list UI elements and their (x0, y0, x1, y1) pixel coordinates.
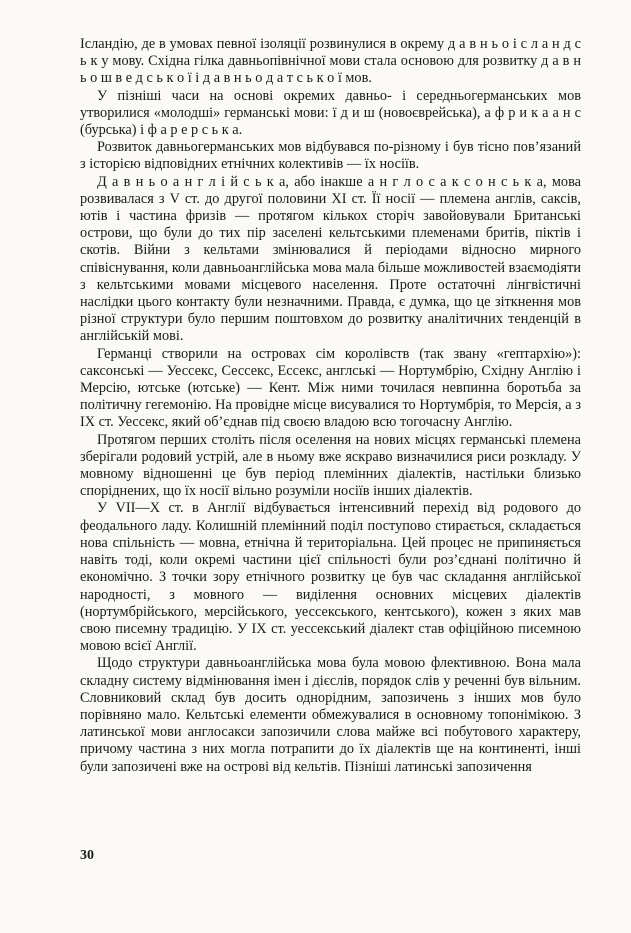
page-number: 30 (80, 848, 94, 863)
paragraph-4: Д а в н ь о а н г л і й с ь к а, або інакше а н г л о с а к с о н с ь к а, мова розвивалася з V ст. до другої половини XI ст. Її носії — племена англів, саксів, ютів і частина фризів — протягом кількох сторіч завойовували Британські острови, що були до тих пір заселені кельтськими племенами бритів, піктів і скотів. Війни з кельтами змінювалися й періодами відносно мирного співіснування, коли давньоанглійська мова мала більше можливостей взаємодіяти з кельтськими мовами місцевого населення. Проте остаточні лінгвістичні наслідки цього контакту були незначними. Правда, є думка, що це зіткнення мов різної структури було першим поштовхом до розвитку аналітичних тенденцій в англійській мові. (80, 173, 581, 345)
paragraph-6: Протягом перших століть після оселення на нових місцях германські племена зберігали родовий устрій, але в ньому вже яскраво визначилися риси розкладу. У мовному відношенні це був період племінних діалектів, настільки близько споріднених, що їх носії вільно розуміли носіїв інших діалектів. (80, 431, 581, 500)
paragraph-7: У VII—X ст. в Англії відбувається інтенсивний перехід від родового до феодального ладу. Колишній племінний поділ поступово стирається, складається нова спільність — мовна, етнічна й територіальна. Цей процес не припиняється навіть тоді, коли окремі частини цієї спільності були роз’єднані політично й економічно. З точки зору етнічного розвитку це був час складання англійської народності, з мовного — виділення основних місцевих діалектів (нортумбрійського, мерсійського, уессекського, кентського), кожен з яких мав свою писемну традицію. У IX ст. уессекський діалект став офіційною писемною мовою всієї Англії. (80, 500, 581, 655)
paragraph-8: Щодо структури давньоанглійська мова була мовою флективною. Вона мала складну систему відмінювання імен і дієслів, порядок слів у реченні був вільним. Словниковий склад був досить однорідним, запозичень з інших мов було порівняно мало. Кельтські елементи обмежувалися в основному топонімікою. З латинської мови англосакси запозичили слова майже всі побутового характеру, причому частина з них могла потрапити до їх діалектів ще на континенті, інші були запозичені вже на острові від кельтів. Пізніші латинські запозичення (80, 655, 581, 775)
paragraph-1: Ісландію, де в умовах певної ізоляції розвинулися в окрему д а в н ь о і с л а н д с ь к у мову. Східна гілка давньопівнічної мови стала основою для розвитку д а в н ь о ш в е д с ь к о ї і д а в н ь о д а т с ь к о ї мов. (80, 36, 581, 87)
body-text (80, 36, 581, 776)
paragraph-5: Германці створили на островах сім королівств (так звану «гептархію»): саксонські — Уессекс, Сессекс, Ессекс, англські — Нортумбрію, Східну Англію і Мерсію, ютське (ютське) — Кент. Між ними точилася невпинна боротьба за політичну гегемонію. На провідне місце висувалися то Нортумбрія, то Мерсія, а з IX ст. Уессекс, який об’єднав під своєю владою всю тогочасну Англію. (80, 345, 581, 431)
paragraph-2: У пізніші часи на основі окремих давньо- і середньогерманських мов утворилися «молодші» германські мови: ї д и ш (новоєврейська), а ф р и к а а н с (бурська) і ф а р е р с ь к а. (80, 87, 581, 139)
paragraph-3: Розвиток давньогерманських мов відбувався по-різному і був тісно пов’язаний з історією відповідних етнічних колективів — їх носіїв. (80, 139, 581, 173)
